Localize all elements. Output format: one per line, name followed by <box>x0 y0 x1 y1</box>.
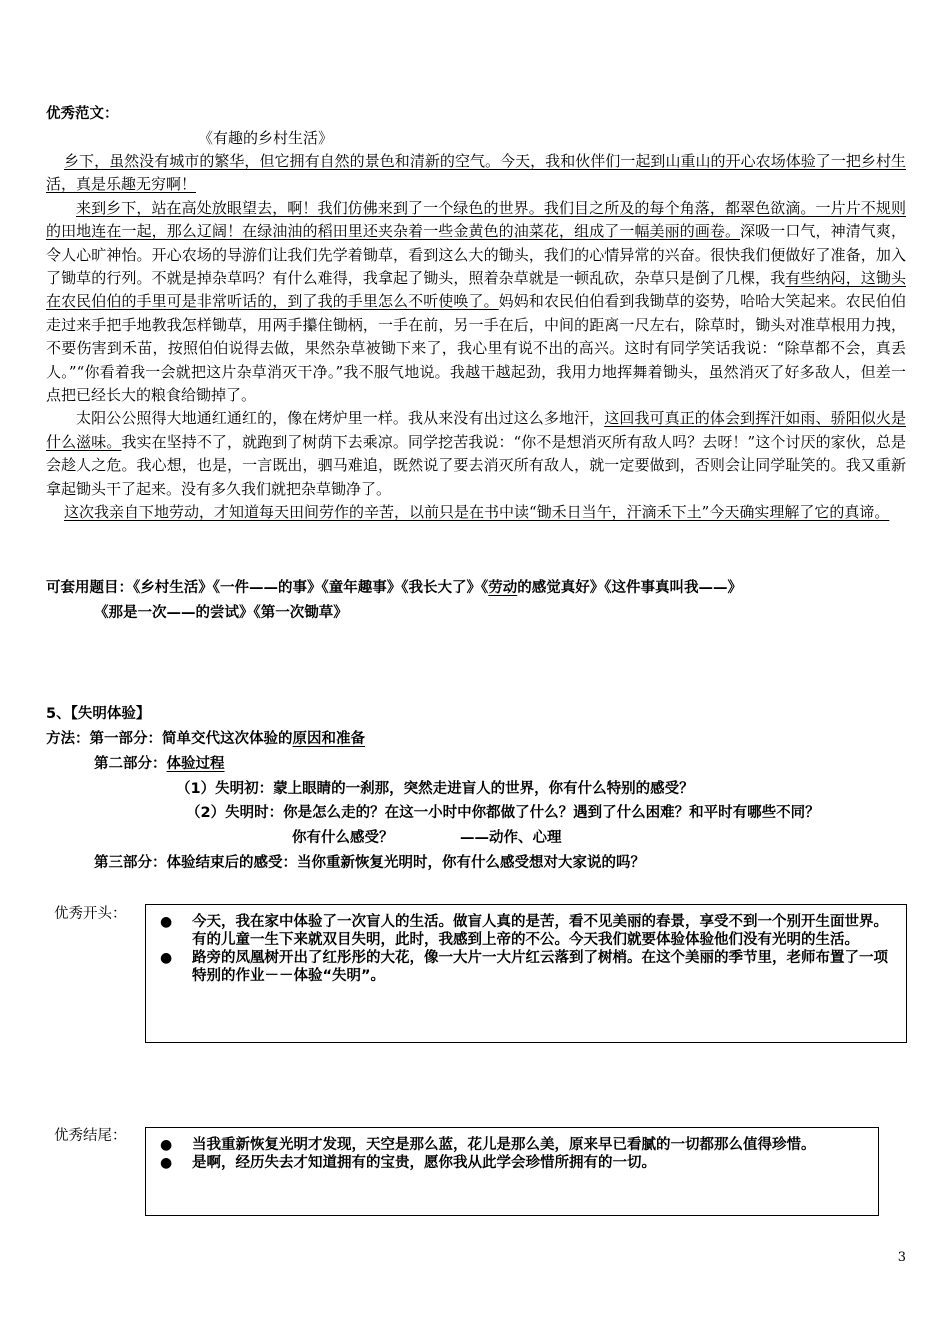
opening-box <box>145 904 907 1043</box>
ending-label: 优秀结尾： <box>54 1128 127 1144</box>
method-part1 <box>46 727 365 748</box>
essay-p3-underlined: 这回我可真正的体会到挥汗如雨、骄阳似火是什么滋味。 <box>46 409 906 451</box>
bullet-icon: ● <box>160 1155 173 1171</box>
bullet-icon: ● <box>160 950 173 966</box>
question-1: （1）失明初：蒙上眼睛的一刹那，突然走进盲人的世界，你有什么特别的感受？ <box>176 781 694 797</box>
essay-p3-text: 太阳公公照得大地通红通红的，像在烤炉里一样。我从来没有出过这么多地汗， <box>76 409 605 428</box>
applicable-titles-cont: 《那是一次——的尝试》《第一次锄草》 <box>94 605 348 621</box>
method-part3: 第三部分：体验结束后的感受：当你重新恢复光明时，你有什么感受想对大家说的吗？ <box>94 855 645 871</box>
essay-paragraph-4: 这次我亲自下地劳动，才知道每天田间劳作的辛苦，以前只是在书中读“锄禾日当午，汗滴禾下土”今天确实理解了它的真谛。 <box>64 503 890 522</box>
question-2: （2）失明时：你是怎么走的？在这一小时中你都做了什么？遇到了什么困难？和平时有哪些不同？ <box>186 805 820 821</box>
titles-label: 可套用题目： <box>46 580 133 596</box>
opening-label: 优秀开头： <box>54 906 127 922</box>
essay-paragraph-3 <box>46 407 906 501</box>
question-2-note: ——动作、心理 <box>460 830 562 846</box>
essay-p3-text-2: 我实在坚持不了，就跑到了树荫下去乘凉。同学挖苦我说：“你不是想消灭所有敌人吗？去呀！”这个讨厌的家伙，总是会趁人之危。我心想，也是，一言既出，驷马难追，既然说了要去消灭所有敌人，就一定要做到，否则会让同学耻笑的。我又重新拿起锄头干了起来。没有多久我们就把杂草锄净了。 <box>46 432 906 498</box>
part2-label: 第二部分： <box>94 756 167 772</box>
method-reason: 原因和准备 <box>292 731 365 747</box>
applicable-titles <box>46 576 742 597</box>
list-item <box>146 1154 866 1172</box>
section5-heading: 5、【失明体验】 <box>46 706 151 722</box>
opening-item-1: 今天，我在家中体验了一次盲人的生活。做盲人真的是苦，看不见美丽的春景，享受不到一个别开生面世界。有的儿童一生下来就双目失明，此时，我感到上帝的不公。今天我们就要体验体验他们没有光明的生活。 <box>192 914 888 948</box>
ending-item-2: 是啊，经历失去才知道拥有的宝贵，愿你我从此学会珍惜所拥有的一切。 <box>192 1155 656 1171</box>
essay-p2-text-2: 妈妈和农民伯伯看到我锄草的姿势，哈哈大笑起来。农民伯伯走过来手把手地教我怎样锄草，用两手攥住锄柄，一手在前，另一手在后，中间的距离一尺左右，除草时，锄头对准草根用力拽，不要伤害到禾苗，按照伯伯说得去做，果然杂草被锄下来了，我心里有说不出的高兴。这时有同学笑话我说：“除草都不会，真丢人。”“你看着我一会就把这片杂草消灭干净。”我不服气地说。我越干越起劲，我用力地挥舞着锄头，虽然消灭了好多敌人，但差一点把已经长大的粮食给锄掉了。 <box>46 292 906 405</box>
essay-p2-underlined: 来到乡下，站在高处放眼望去，啊！我们仿佛来到了一个绿色的世界。我们目之所及的每个角落，都翠色欲滴。一片片不规则的田地连在一起，那么辽阔！在绿油油的稻田里还夹杂着一些金黄色的油菜花，组成了一幅美丽的画卷。 <box>46 198 906 241</box>
list-item <box>146 1136 866 1154</box>
titles-list-1: 《乡村生活》《一件——的事》《童年趣事》《我长大了》《 <box>133 580 489 596</box>
ending-item-1: 当我重新恢复光明才发现，天空是那么蓝，花儿是那么美，原来早已看腻的一切都那么值得珍惜。 <box>192 1137 816 1153</box>
essay-p2-text: 深吸一口气，神清气爽，令人心旷神怡。开心农场的导游们让我们先学着锄草，看到这么大的锄头，我们的心情异常的兴奋。很快我们便做好了准备，加入了锄草的行列。不就是掉杂草吗？有什么难得，我拿起了锄头，照着杂草就是一顿乱砍，杂草只是倒了几棵，我 <box>46 222 906 288</box>
bullet-icon: ● <box>160 1137 173 1153</box>
titles-labor: 劳动 <box>488 580 518 596</box>
essay-p2-underlined-2: 有些纳闷，这锄头在农民伯伯的手里可是非常听话的，到了我的手里怎么不听使唤了。 <box>46 269 906 311</box>
ending-box <box>145 1127 879 1216</box>
opening-item-2: 路旁的凤凰树开出了红彤彤的大花，像一大片一大片红云落到了树梢。在这个美丽的季节里，老师布置了一项特别的作业－－体验“失明”。 <box>192 950 888 984</box>
essay-body <box>46 150 906 525</box>
titles-list-2: 的感觉真好》《这件事真叫我——》 <box>517 580 742 596</box>
ending-list <box>146 1136 866 1172</box>
essay-paragraph-1: 乡下，虽然没有城市的繁华，但它拥有自然的景色和清新的空气。今天，我和伙伴们一起到山重山的开心农场体验了一把乡村生活，真是乐趣无穷啊！ <box>46 152 906 194</box>
list-item <box>146 949 896 985</box>
question-2-cont: 你有什么感受？ <box>292 830 394 846</box>
page-number: 3 <box>897 1250 906 1265</box>
opening-list <box>146 913 896 985</box>
sample-heading: 优秀范文： <box>46 106 119 122</box>
essay-paragraph-2 <box>46 197 906 408</box>
method-label: 方法：第一部分：简单交代这次体验的 <box>46 731 293 747</box>
essay-title: 《有趣的乡村生活》 <box>198 129 334 147</box>
part2-process: 体验过程 <box>166 756 225 772</box>
list-item <box>146 913 896 949</box>
bullet-icon: ● <box>160 914 173 930</box>
method-part2 <box>94 752 225 773</box>
